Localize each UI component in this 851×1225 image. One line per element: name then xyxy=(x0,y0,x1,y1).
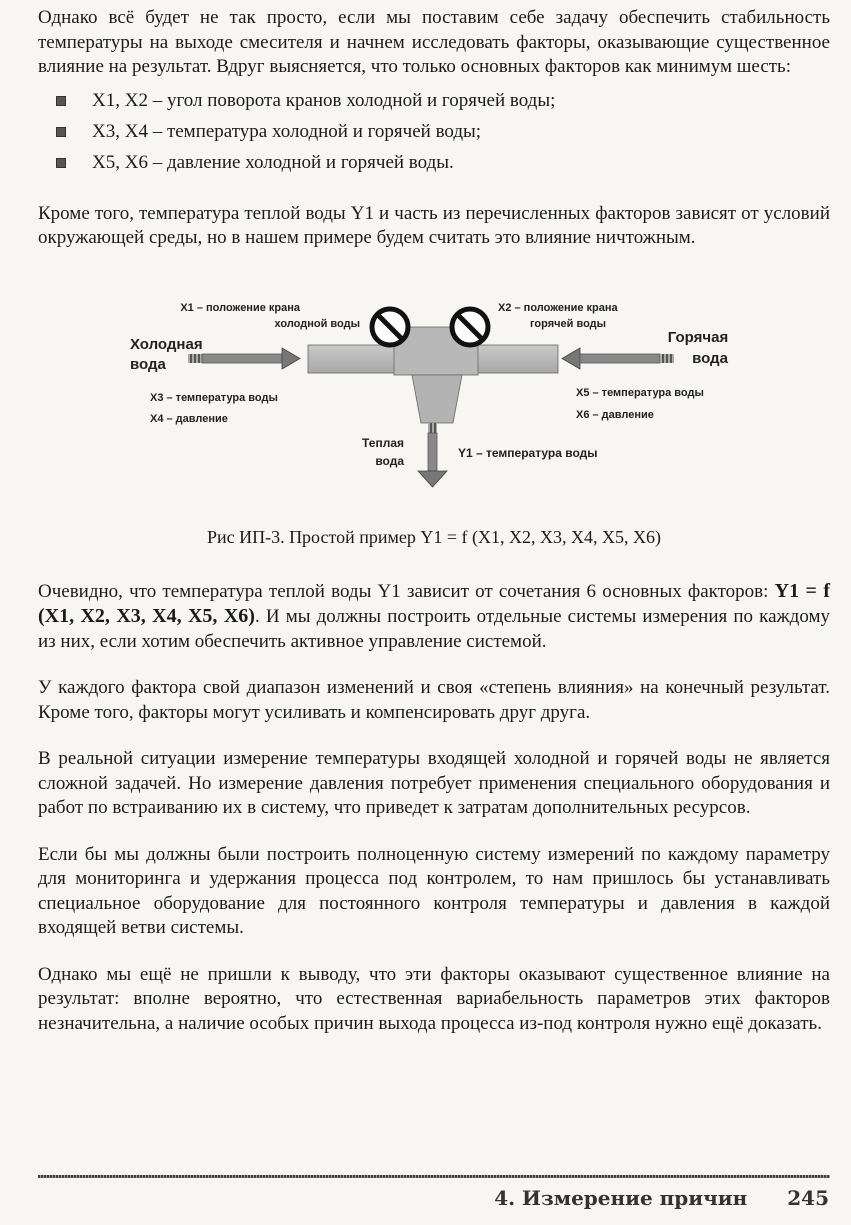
x4-label: X4 – давление xyxy=(150,412,228,425)
figure-caption: Рис ИП-3. Простой пример Y1 = f (X1, X2, X3, X4, X5, X6) xyxy=(206,526,662,547)
x3-label: X3 – температура воды xyxy=(150,391,278,404)
warm-water-label-line1: Теплая xyxy=(362,435,404,450)
paragraph-7: Однако мы ещё не пришли к выводу, что эти факторы оказывают существенное влияние на результат: вполне вероятно, что естественная вариабельность параметров этих факторов незначительна, а наличие особых причин выхода процесса из-под контроля нужно ещё доказать. xyxy=(38,963,830,1034)
mixer-diagram xyxy=(38,273,830,523)
cold-valve-icon xyxy=(372,309,408,345)
list-item: X5, X6 – давление холодной и горячей воды. xyxy=(38,148,830,179)
x2-label-line2: горячей воды xyxy=(530,317,607,330)
cold-inlet-arrow xyxy=(188,348,300,369)
footer-rule xyxy=(38,1175,830,1178)
page-content xyxy=(38,6,830,1036)
paragraph-4: У каждого фактора свой диапазон изменений и своя «степень влияния» на конечный результат. Кроме того, факторы могут усиливать и компенсировать друг друга. xyxy=(38,677,830,723)
formula: Y1 = f (X1, X2, X3, X4, X5, X6) xyxy=(38,579,831,627)
warm-water-label-line2: вода xyxy=(375,453,404,468)
paragraph-2: Кроме того, температура теплой воды Y1 и часть из перечисленных факторов зависят от условий окружающей среды, но в нашем примере будем считать это влияние ничтожным. xyxy=(38,202,830,248)
chapter-title: 4. Измерение причин xyxy=(494,1186,748,1210)
warm-outlet-arrow xyxy=(418,423,447,487)
x1-label-line2: холодной воды xyxy=(274,317,360,330)
hot-inlet-arrow xyxy=(562,348,674,369)
x6-label: X6 – давление xyxy=(576,408,654,421)
mixer-body xyxy=(308,327,558,423)
x2-label-line1: X2 – положение крана xyxy=(498,301,618,314)
page-footer xyxy=(494,1186,829,1210)
bullet-icon xyxy=(56,158,66,168)
factors-list xyxy=(38,86,830,179)
intro-paragraph: Однако всё будет не так просто, если мы поставим себе задачу обеспечить стабильность температуры на выходе смесителя и начнем исследовать факторы, оказывающие существенное влияние на результат. Вдруг выясняется, что только основных факторов как минимум шесть: xyxy=(38,7,830,77)
cold-water-label-line2: вода xyxy=(130,355,166,373)
paragraph-6: Если бы мы должны были построить полноценную систему измерений по каждому параметру для мониторинга и удержания процесса под контролем, то нам пришлось бы устанавливать специальное оборудование для постоянного контроля температуры и давления в каждой входящей ветви системы. xyxy=(38,843,830,938)
paragraph-3: Очевидно, что температура теплой воды Y1 зависит от сочетания 6 основных факторов: Y1 = f (X1, X2, X3, X4, X5, X6). И мы должны построить отдельные системы измерения по каждому из них, если хотим обеспечить активное управление системой. xyxy=(38,579,831,652)
hot-water-label-line1: Горячая xyxy=(667,328,729,346)
bullet-icon xyxy=(56,96,66,106)
list-item: X3, X4 – температура холодной и горячей воды; xyxy=(38,117,830,148)
cold-water-label-line1: Холодная xyxy=(130,335,203,353)
hot-water-label-line2: вода xyxy=(692,349,728,367)
page-number: 245 xyxy=(787,1186,829,1210)
x5-label: X5 – температура воды xyxy=(576,386,704,399)
list-item: X1, X2 – угол поворота кранов холодной и горячей воды; xyxy=(38,86,830,117)
y1-label: Y1 – температура воды xyxy=(458,445,598,460)
mixer-figure xyxy=(38,273,830,565)
paragraph-5: В реальной ситуации измерение температуры входящей холодной и горячей воды не является сложной задачей. Но измерение давления потребует применения специального оборудования и работ по встраиванию их в систему, что приведет к затратам дополнительных ресурсов. xyxy=(38,748,830,818)
x1-label-line1: X1 – положение крана xyxy=(180,301,300,314)
hot-valve-icon xyxy=(452,309,488,345)
bullet-icon xyxy=(56,127,66,137)
